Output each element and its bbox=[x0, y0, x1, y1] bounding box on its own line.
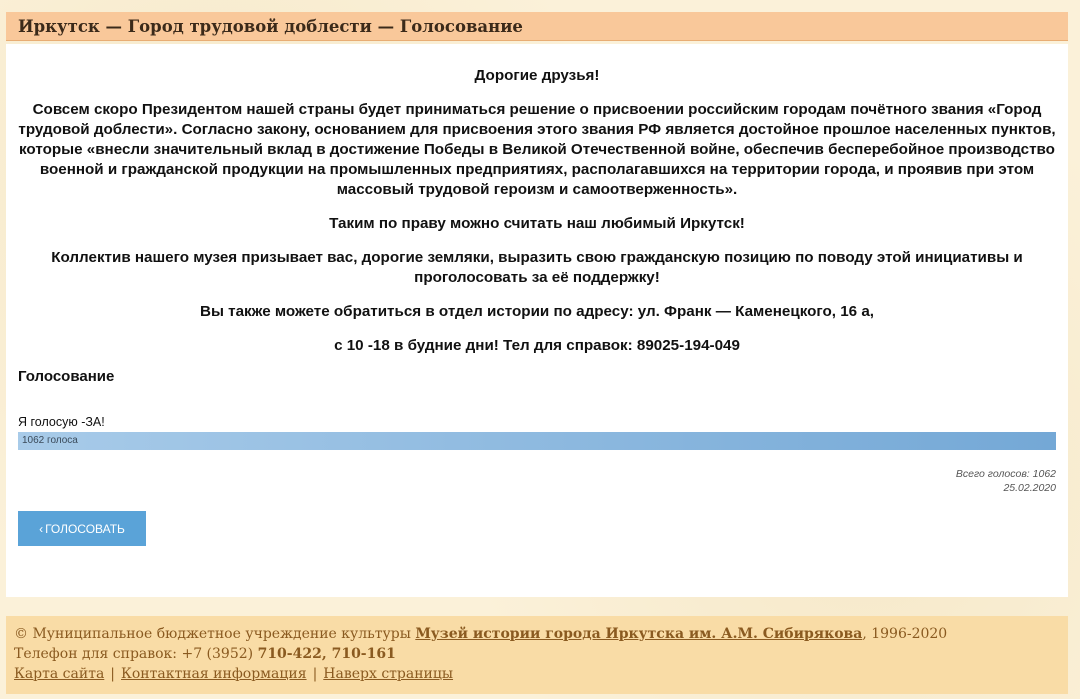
footer-links bbox=[14, 664, 1060, 684]
footer-copyright-prefix: © Муниципальное бюджетное учреждение культуры bbox=[14, 626, 416, 642]
page-footer bbox=[6, 616, 1068, 694]
footer-phones: 710-422, 710-161 bbox=[257, 646, 396, 662]
footer-separator: | bbox=[110, 666, 116, 682]
footer-phone-prefix: Телефон для справок: +7 (3952) bbox=[14, 646, 258, 662]
poll-result-count: 1062 голоса bbox=[22, 435, 78, 446]
poll-result-bar bbox=[18, 432, 1056, 450]
chevron-left-icon: ‹ bbox=[39, 521, 44, 536]
article-paragraph-3: Коллектив нашего музея призывает вас, дорогие земляки, выразить свою гражданскую позицию по поводу этой инициативы и проголосовать за её поддержку! bbox=[51, 249, 1023, 286]
footer-separator: | bbox=[312, 666, 318, 682]
article-paragraph-2: Таким по праву можно считать наш любимый Иркутск! bbox=[329, 215, 745, 232]
address-paragraph: Вы также можете обратиться в отдел истории по адресу: ул. Франк — Каменецкого, 16 а, bbox=[200, 303, 874, 320]
main-content bbox=[6, 44, 1068, 597]
poll-result-bar-fill bbox=[18, 432, 1056, 450]
vote-button-label: ГОЛОСОВАТЬ bbox=[45, 521, 125, 536]
poll-totals bbox=[956, 467, 1056, 495]
contacts-link[interactable]: Контактная информация bbox=[121, 666, 307, 682]
footer-copyright-line bbox=[14, 624, 1060, 644]
sitemap-link[interactable]: Карта сайта bbox=[14, 666, 105, 682]
poll-title: Голосование bbox=[18, 368, 115, 385]
poll-total-votes: Всего голосов: 1062 bbox=[955, 468, 1056, 480]
greeting: Дорогие друзья! bbox=[474, 67, 600, 84]
poll-date: 25.02.2020 bbox=[1003, 482, 1056, 494]
poll-option-label: Я голосую -ЗА! bbox=[18, 415, 105, 429]
back-to-top-link[interactable]: Наверх страницы bbox=[323, 666, 454, 682]
footer-years: , 1996-2020 bbox=[862, 626, 948, 642]
page-header bbox=[6, 12, 1068, 41]
article-paragraph-1: Совсем скоро Президентом нашей страны будет приниматься решение о присвоении российским городам почётного звания «Город трудовой доблести». Согласно закону, основанием для присвоения этого звания РФ является достойное прошлое населенных пунктов, которые «внесли значительный вклад в достижение Победы в Великой Отечественной войне, обеспечив бесперебойное производство военной и гражданской продукции на промышленных предприятиях, располагавшихся на территории города, и проявив при этом массовый трудовой героизм и самоотверженность». bbox=[18, 101, 1056, 198]
article-text bbox=[18, 66, 1056, 370]
page-title: Иркутск — Город трудовой доблести — Голосование bbox=[18, 17, 523, 36]
vote-button[interactable] bbox=[18, 511, 146, 546]
footer-phone-line bbox=[14, 644, 1060, 664]
museum-link[interactable]: Музей истории города Иркутска им. А.М. Сибирякова bbox=[415, 626, 863, 642]
hours-phone-paragraph: с 10 -18 в будние дни! Тел для справок: 89025-194-049 bbox=[334, 337, 740, 354]
